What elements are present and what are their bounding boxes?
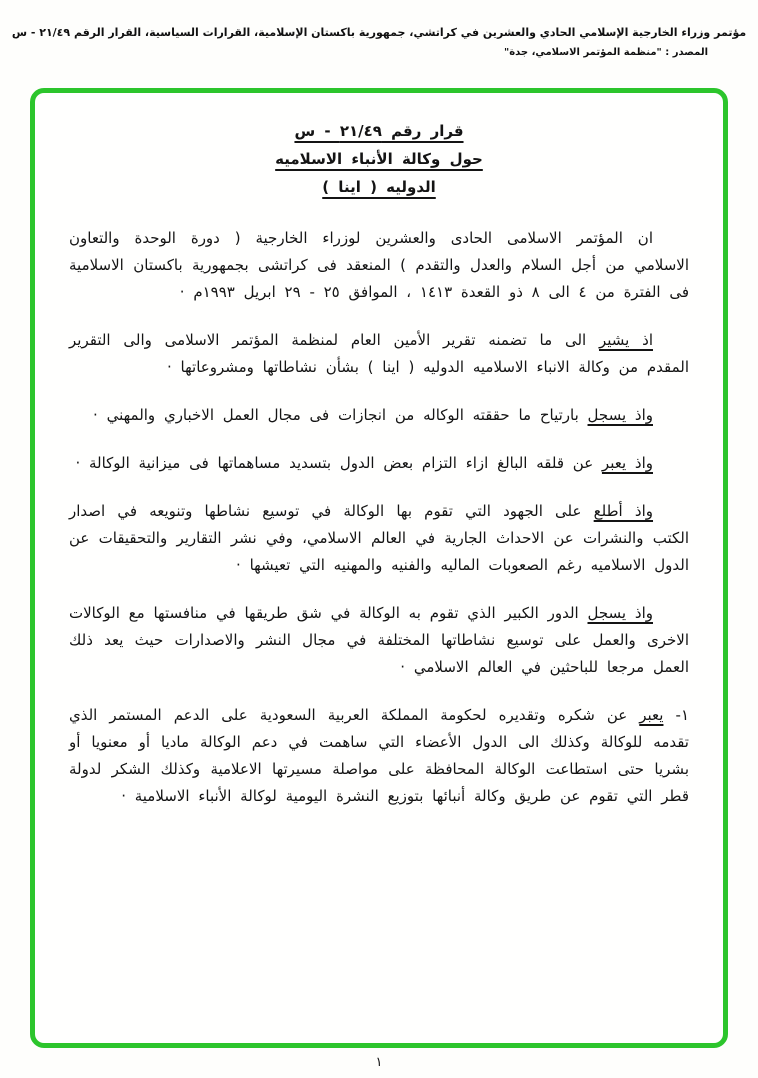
item-lead: يعبر	[639, 706, 664, 724]
resolution-title	[69, 117, 689, 201]
paragraph-text: بارتياح ما حققته الوكاله من انجازات فى مجال العمل الاخباري والمهني ·	[93, 406, 588, 424]
title-line-3: الدوليه ( اينا )	[322, 178, 436, 196]
paragraph-text: على الجهود التي تقوم بها الوكالة في توسيع نشاطها وتنويعه في اصدار الكتب والنشرات عن الاحداث الجارية في العالم الاسلامي، وفي نشر التقارير والتحقيقات عن الدول الاسلاميه رغم الصعوبات الماليه والفنيه والمهنيه التي تعيشها ·	[69, 502, 689, 574]
paragraph-text: الى ما تضمنه تقرير الأمين العام لمنظمة المؤتمر الاسلامى والى التقرير المقدم من وكالة الانباء الاسلاميه الدوليه ( اينا ) بشأن نشاطاتها ومشروعاتها ·	[69, 331, 689, 376]
paragraph-preamble	[69, 225, 689, 306]
page-header: مؤتمر وزراء الخارجية الإسلامي الحادي والعشرين في كراتشي، جمهورية باكستان الإسلامية، القرارات السياسية، القرار الرقم ٢١/٤٩ - س	[11, 26, 747, 39]
paragraph-text: الدور الكبير الذي تقوم به الوكالة في شق طريقها في منافستها مع الوكالات الاخرى والعمل على توسيع نشاطاتها المختلفة في مجال النشر والاصدارات حيث يعد ذلك العمل مرجعا للباحثين في العالم الاسلامي ·	[69, 604, 689, 676]
paragraph-expresses-concern	[69, 450, 689, 477]
item-text: عن شكره وتقديره لحكومة المملكة العربية السعودية على الدعم المستمر الذي تقدمه للوكالة وكذلك الى الدول الأعضاء التي ساهمت في دعم الوكالة ماديا أو معنويا أو بشريا حتى استطاعت الوكالة المحافظة على مواصلة مسيرتها الاعلامية وكذلك الشكر لدولة قطر التي تقوم عن طريق وكالة أنبائها بتوزيع النشرة اليومية لوكالة الأنباء الاسلامية ·	[69, 706, 689, 805]
paragraph-recalls	[69, 327, 689, 381]
paragraph-text: ان المؤتمر الاسلامى الحادى والعشرين لوزراء الخارجية ( دورة الوحدة والتعاون الاسلامي من أجل السلام والعدل والتقدم ) المنعقد فى كراتشى بجمهورية باكستان الاسلامية فى الفترة من ٤ الى ٨ ذو القعدة ١٤١٣ ، الموافق ٢٥ - ٢٩ ابريل ١٩٩٣م ·	[69, 229, 689, 301]
paragraph-notes-role	[69, 600, 689, 681]
numbered-item-1	[69, 702, 689, 810]
item-number: ١-	[675, 706, 689, 724]
paragraph-lead: اذ يشير	[598, 331, 653, 349]
paragraph-lead: واذ يسجل	[587, 604, 653, 622]
paragraph-text: عن قلقه البالغ ازاء التزام بعض الدول بتسديد مساهماتها فى ميزانية الوكالة ·	[75, 454, 602, 472]
title-line-1: قرار رقم ٢١/٤٩ - س	[294, 122, 464, 140]
title-line-2: حول وكالة الأنباء الاسلاميه	[275, 150, 483, 168]
source-line: المصدر : "منظمة المؤتمر الاسلامي، جدة"	[503, 47, 708, 58]
paragraph-reviews-efforts	[69, 498, 689, 579]
page-number: ١	[375, 1055, 383, 1070]
document-frame	[30, 88, 728, 1048]
paragraph-notes-achievements	[69, 402, 689, 429]
paragraph-lead: واذ يسجل	[587, 406, 653, 424]
paragraph-lead: واذ أطلع	[593, 502, 654, 520]
paragraph-lead: واذ يعبر	[601, 454, 653, 472]
